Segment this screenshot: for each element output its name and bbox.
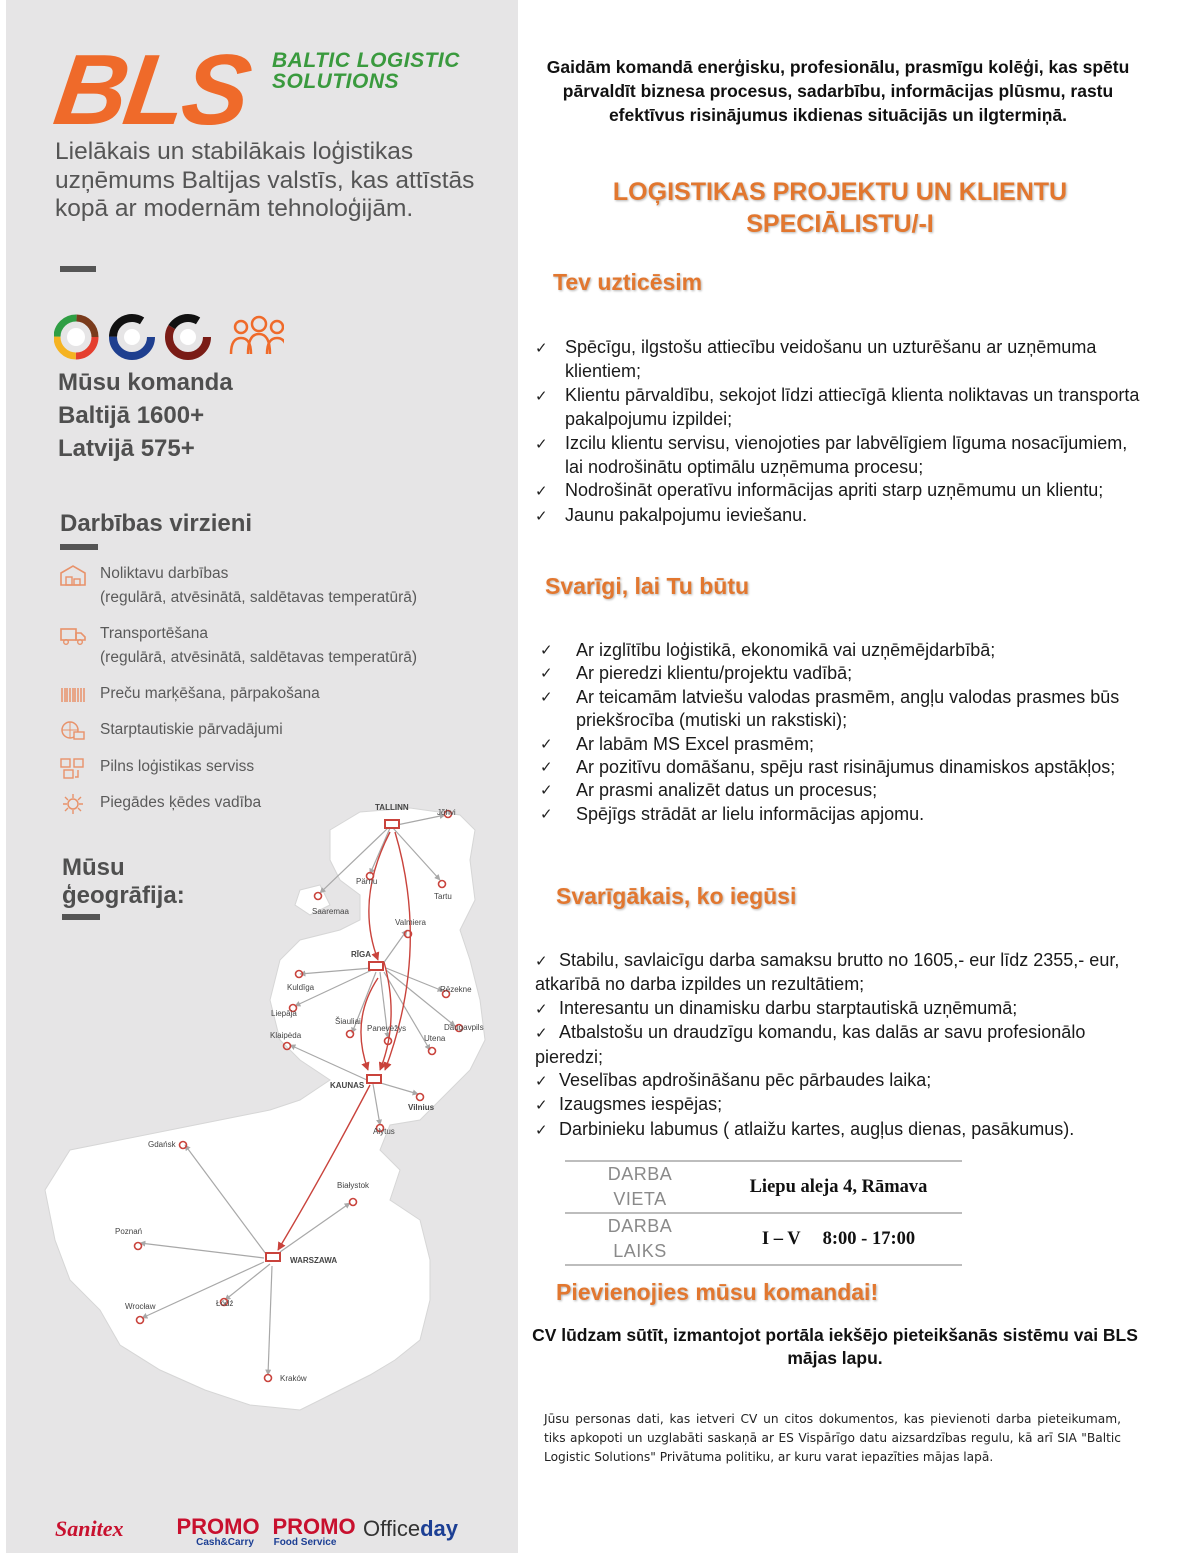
check-icon: ✓ <box>540 782 553 800</box>
city-label: Wrocław <box>125 1302 156 1311</box>
baltic-map <box>0 780 518 1500</box>
list-item: ✓ Stabilu, savlaicīgu darba samaksu brutto no 1605,- eur līdz 2355,- eur, atkarībā no darba izpildes un rezultātiem; <box>535 950 1120 995</box>
check-icon: ✓ <box>535 435 548 453</box>
list-item: ✓ Ar pozitīvu domāšanu, spēju rast risinājumus dinamiskos apstākļos; <box>536 756 1146 779</box>
intro-text: Gaidām komandā enerģisku, profesionālu, prasmīgu kolēģi, kas spētu pārvaldīt biznesa procesus, sadarbību, informācijas plūsmu, rastu efektīvus risinājumus ikdienas situācijās un ilgtermiņā. <box>546 57 1130 125</box>
activity-label: Starptautiskie pārvadājumi <box>100 721 283 738</box>
city-label: Daugavpils <box>444 1023 484 1032</box>
activity-label: Noliktavu darbības <box>100 565 229 582</box>
check-icon: ✓ <box>535 1121 548 1139</box>
check-icon: ✓ <box>535 1025 548 1043</box>
list-item: ✓ Ar izglītību loģistikā, ekonomikā vai uzņēmējdarbībā; <box>536 639 1146 662</box>
multicolor-circle-icon <box>57 318 95 356</box>
check-icon: ✓ <box>535 507 548 525</box>
city-label: Utena <box>424 1034 446 1043</box>
check-icon: ✓ <box>535 340 548 357</box>
privacy-disclaimer: Jūsu personas dati, kas ietveri CV un citos dokumentos, kas pievienoti darba pieteikumam, tiks apkopoti un uzglabāti saskaņā ar ES Vispārīgo datu aizsardzības regulu, kā arī SIA "Baltic Logistic Solutions" Privātuma politiku, ar kuru varat iepazīties mājas lapā. <box>544 1412 1121 1464</box>
people-icon <box>231 317 284 354</box>
activities-heading: Darbības virzieni <box>60 510 253 537</box>
list-item: ✓ Izcilu klientu servisu, vienojoties par labvēlīgiem līguma nosacījumiem, lai nodrošinātu optimālu uzņēmuma procesu; <box>535 432 1128 478</box>
city-label: Poznań <box>115 1227 143 1236</box>
list-item: ✓ Atbalstošu un draudzīgu komandu, kas dalās ar savu profesionālo pieredzi; <box>535 1022 1086 1067</box>
benefits-list <box>535 949 1145 1142</box>
check-icon: ✓ <box>535 483 548 501</box>
sanitex-logo: Sanitex <box>55 1516 124 1541</box>
work-place-row: DARBA VIETA Liepu aleja 4, Rāmava <box>565 1161 962 1213</box>
join-heading: Pievienojies mūsu komandai! <box>556 1279 879 1305</box>
promo-cash-carry-logo: PROMO Cash&Carry <box>176 1514 260 1548</box>
city-label: WARSZAWA <box>290 1256 338 1265</box>
city-label: Jõhvi <box>437 808 456 817</box>
trust-list <box>535 336 1145 528</box>
promo-food-service-logo: PROMO Food Service <box>272 1514 356 1548</box>
bls-logo-text <box>272 50 460 92</box>
list-item: ✓ Ar labām MS Excel prasmēm; <box>536 733 1146 756</box>
logo-line-1: BALTIC LOGISTIC <box>272 49 460 72</box>
warehouse-icon <box>60 564 86 586</box>
city-label: Rēzekne <box>440 985 472 994</box>
list-item: ✓ Spēcīgu, ilgstošu attiecību veidošanu un uzturēšanu ar uzņēmuma klientiem; <box>535 337 1097 382</box>
city-label: Tartu <box>434 892 452 901</box>
list-item: ✓ Nodrošināt operatīvu informācijas apriti starp uzņēmumu un klientu; <box>535 479 1145 503</box>
city-label: Šiauliai <box>335 1017 361 1026</box>
city-label: Vilnius <box>408 1103 435 1112</box>
list-item: ✓ Veselības apdrošināšanu pēc pārbaudes laika; <box>535 1069 1145 1093</box>
globe-truck-icon <box>60 720 86 742</box>
city-label: Saaremaa <box>312 907 349 916</box>
list-item: ✓ Ar prasmi analizēt datus un procesus; <box>536 779 1146 802</box>
activity-label: Preču marķēšana, pārpakošana <box>100 685 320 702</box>
city-label: Kuldīga <box>287 983 315 992</box>
activity-item <box>60 682 500 708</box>
cv-instructions: CV lūdzam sūtīt, izmantojot portāla iekšējo pieteikšanās sistēmu vai BLS mājas lapu. <box>532 1325 1138 1368</box>
activity-item <box>60 622 500 672</box>
logistics-service-icon <box>60 757 86 779</box>
bls-logo-mark: BLS <box>48 34 255 146</box>
job-title: LOĢISTIKAS PROJEKTU UN KLIENTU SPECIĀLISTU/-I <box>612 178 1068 238</box>
work-days: I – V <box>761 1228 801 1249</box>
check-icon: ✓ <box>540 688 553 706</box>
divider <box>60 544 98 550</box>
city-label: RĪGA <box>351 950 371 959</box>
truck-icon <box>60 624 86 646</box>
activity-label: Piegādes ķēdes vadība <box>100 794 262 811</box>
list-item: ✓ Ar pieredzi klientu/projektu vadībā; <box>536 662 1146 685</box>
city-label: Valmiera <box>395 918 426 927</box>
city-label: Gdańsk <box>148 1140 176 1149</box>
work-hours: 8:00 - 17:00 <box>822 1228 916 1249</box>
team-info <box>58 366 233 465</box>
check-icon: ✓ <box>535 1000 548 1018</box>
check-icon: ✓ <box>535 1073 548 1091</box>
city-label: Pärnu <box>356 877 378 886</box>
geography-line-1: Mūsu <box>62 854 125 881</box>
activity-item <box>60 562 500 612</box>
officeday-logo: Officeday <box>363 1516 458 1541</box>
work-info-table <box>565 1160 962 1266</box>
check-icon: ✓ <box>540 665 553 683</box>
list-item: ✓ Jaunu pakalpojumu ieviešanu. <box>535 504 1145 528</box>
logo-line-2: SOLUTIONS <box>272 70 400 93</box>
city-label: KAUNAS <box>330 1081 365 1090</box>
work-time-label: DARBA <box>607 1216 673 1236</box>
section-heading-trust: Tev uzticēsim <box>553 269 703 295</box>
barcode-icon <box>60 684 86 706</box>
team-line-3: Latvijā 575+ <box>58 435 195 462</box>
activity-item <box>60 718 500 744</box>
work-place-label: DARBA <box>607 1164 673 1184</box>
check-icon: ✓ <box>540 759 553 777</box>
check-icon: ✓ <box>540 735 553 753</box>
city-label: Panevėžys <box>367 1024 407 1033</box>
activity-label: Pilns loģistikas serviss <box>100 758 255 775</box>
check-icon: ✓ <box>540 805 553 823</box>
team-line-2: Baltijā 1600+ <box>58 402 205 429</box>
city-label: Łódź <box>216 1299 234 1308</box>
section-heading-benefits: Svarīgākais, ko iegūsi <box>556 883 797 909</box>
check-icon: ✓ <box>535 953 548 970</box>
list-item: ✓ Interesantu un dinamisku darbu starptautiskā uzņēmumā; <box>535 997 1145 1021</box>
check-icon: ✓ <box>535 387 548 405</box>
work-place-value: Liepu aleja 4, Rāmava <box>715 1161 962 1213</box>
city-label: Klaipėda <box>270 1031 302 1040</box>
check-icon: ✓ <box>535 1097 548 1115</box>
city-label: Liepāja <box>271 1009 297 1018</box>
list-item: ✓ Klientu pārvaldību, sekojot līdzi attiecīgā klienta noliktavas un transporta pakalpojumu izpildei; <box>535 384 1140 430</box>
work-time-row: DARBA LAIKS I – V 8:00 - 17:00 <box>565 1213 962 1265</box>
brand-circles-icon <box>54 314 284 360</box>
section-heading-requirements: Svarīgi, lai Tu būtu <box>545 573 750 599</box>
city-label: Białystok <box>337 1181 370 1190</box>
company-intro: Lielākais un stabilākais loģistikas uzņēmums Baltijas valstīs, kas attīstās kopā ar modernām tehnoloģijām. <box>55 138 475 222</box>
city-label: TALLINN <box>375 803 409 812</box>
darkred-circle-icon <box>169 318 207 356</box>
requirements-list <box>536 639 1146 826</box>
list-item: ✓ Izaugsmes iespējas; <box>535 1093 1145 1117</box>
divider <box>60 266 96 272</box>
activity-sub: (regulārā, atvēsinātā, saldētavas temperatūrā) <box>100 649 418 666</box>
activity-label: Transportēšana <box>100 625 208 642</box>
activity-sub: (regulārā, atvēsinātā, saldētavas temperatūrā) <box>100 589 418 606</box>
list-item: ✓ Spējīgs strādāt ar lielu informācijas apjomu. <box>536 803 1146 826</box>
geography-line-2: ģeogrāfija: <box>62 882 185 909</box>
city-label: Kraków <box>280 1374 307 1383</box>
team-line-1: Mūsu komanda <box>58 369 233 396</box>
list-item: ✓ Ar teicamām latviešu valodas prasmēm, angļu valodas prasmes būs priekšrocība (mutiski un rakstiski); <box>540 686 1120 731</box>
list-item: ✓ Darbinieku labumus ( atlaižu kartes, augļus dienas, pasākumus). <box>535 1118 1145 1142</box>
activity-item <box>60 755 500 781</box>
blue-circle-icon <box>113 318 151 356</box>
check-icon: ✓ <box>540 642 553 659</box>
city-label: Alytus <box>373 1127 395 1136</box>
